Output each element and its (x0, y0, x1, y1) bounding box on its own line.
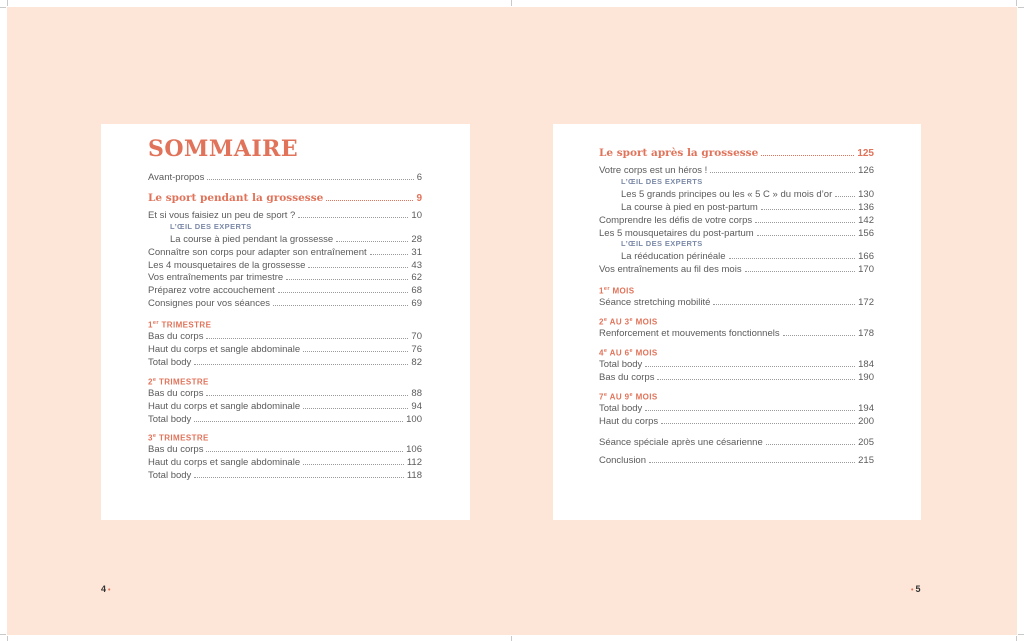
toc-entry[interactable]: Total body 194 (599, 402, 874, 414)
toc-sub-entry[interactable]: La course à pied pendant la grossesse 28 (170, 233, 422, 245)
toc-entry[interactable]: Vos entraînements au fil des mois 170 (599, 264, 874, 276)
section-heading-pendant[interactable]: Le sport pendant la grossesse 9 (148, 188, 422, 208)
page-title: SOMMAIRE (148, 136, 299, 162)
toc-entry[interactable]: Total body 118 (148, 470, 422, 482)
toc-entry[interactable]: Bas du corps 88 (148, 387, 422, 399)
left-toc-panel (101, 124, 470, 520)
crop-mark (1016, 0, 1017, 6)
crop-mark (0, 7, 6, 8)
toc-entry[interactable]: Total body 82 (148, 356, 422, 368)
toc-entry[interactable]: Total body 184 (599, 359, 874, 371)
toc-entry[interactable]: Comprendre les défis de votre corps 142 (599, 214, 874, 226)
page-number-right: • 5 (911, 584, 921, 594)
group-heading-mois-4-6: 4e AU 6e MOIS (599, 348, 658, 358)
crop-mark (7, 636, 8, 641)
right-toc-panel (553, 124, 921, 520)
group-heading-mois-1: 1er MOIS (599, 286, 635, 296)
toc-entry[interactable]: Bas du corps 106 (148, 444, 422, 456)
group-heading-trimestre-2: 2e TRIMESTRE (148, 376, 209, 387)
crop-mark (511, 636, 512, 641)
toc-entry[interactable]: Votre corps est un héros ! 126 (599, 165, 874, 176)
toc-entry[interactable]: Haut du corps et sangle abdominale 76 (148, 344, 422, 356)
toc-entry-conclusion[interactable]: Conclusion 215 (599, 455, 874, 467)
toc-entry[interactable]: Renforcement et mouvements fonctionnels 178 (599, 328, 874, 340)
toc-sub-entry[interactable]: La course à pied en post-partum 136 (621, 201, 874, 213)
toc-entry[interactable]: Haut du corps et sangle abdominale 94 (148, 400, 422, 412)
toc-entry[interactable]: Haut du corps 200 (599, 415, 874, 427)
toc-sub-entry[interactable]: Les 5 grands principes ou les « 5 C » du mois d’or 130 (621, 188, 874, 200)
toc-entry[interactable]: Bas du corps 70 (148, 331, 422, 343)
toc-entry-cesarienne[interactable]: Séance spéciale après une césarienne 205 (599, 436, 874, 448)
group-heading-trimestre-3: 3e TRIMESTRE (148, 433, 209, 444)
group-heading-trimestre-1: 1er TRIMESTRE (148, 320, 212, 330)
experts-label: L’ŒIL DES EXPERTS (170, 221, 252, 231)
page-number-left: 4 • (101, 584, 111, 594)
experts-label: L’ŒIL DES EXPERTS (621, 239, 703, 249)
toc-entry[interactable]: Préparez votre accouchement 68 (148, 285, 422, 297)
crop-mark (0, 634, 6, 635)
experts-label: L’ŒIL DES EXPERTS (621, 176, 703, 186)
crop-mark (7, 0, 8, 6)
toc-entry[interactable]: Les 4 mousquetaires de la grossesse 43 (148, 259, 422, 271)
toc-entry[interactable]: Et si vous faisiez un peu de sport ? 10 (148, 209, 422, 221)
section-heading-apres[interactable]: Le sport après la grossesse 125 (599, 143, 874, 163)
toc-entry-avant-propos[interactable]: Avant-propos 6 (148, 172, 422, 183)
toc-entry[interactable]: Total body 100 (148, 413, 422, 425)
group-heading-mois-7-9: 7e AU 9e MOIS (599, 391, 658, 402)
toc-entry[interactable]: Consignes pour vos séances 69 (148, 298, 422, 310)
toc-entry[interactable]: Bas du corps 190 (599, 371, 874, 383)
toc-entry[interactable]: Haut du corps et sangle abdominale 112 (148, 457, 422, 469)
crop-mark (1018, 634, 1024, 635)
toc-sub-entry[interactable]: La rééducation périnéale 166 (621, 251, 874, 263)
toc-entry[interactable]: Les 5 mousquetaires du post-partum 156 (599, 227, 874, 239)
group-heading-mois-2-3: 2e AU 3e MOIS (599, 317, 658, 327)
toc-entry[interactable]: Séance stretching mobilité 172 (599, 297, 874, 309)
toc-entry[interactable]: Vos entraînements par trimestre 62 (148, 272, 422, 284)
crop-mark (1018, 7, 1024, 8)
toc-entry[interactable]: Connaître son corps pour adapter son entraînement 31 (148, 246, 422, 258)
crop-mark (511, 0, 512, 6)
crop-mark (1016, 636, 1017, 641)
